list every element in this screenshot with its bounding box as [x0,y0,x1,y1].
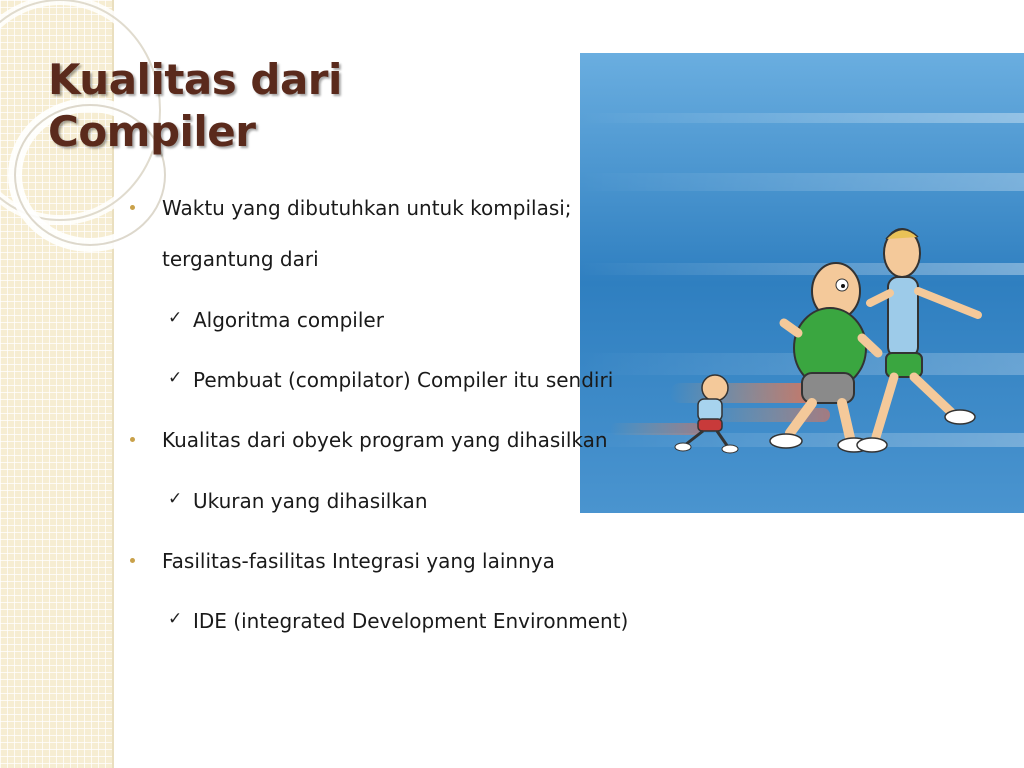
checkmark-icon: ✓ [168,368,183,388]
bullet-text: tergantung dari [162,247,319,271]
title-line-2: Compiler [48,107,256,156]
bullet-text: Fasilitas-fasilitas Integrasi yang lainnya [162,549,555,573]
checkmark-icon: ✓ [168,489,183,509]
bullet-dot-icon [130,558,135,563]
sub-bullet-text: Ukuran yang dihasilkan [193,489,428,513]
bullet-text: Waktu yang dibutuhkan untuk kompilasi; [162,196,572,220]
checkmark-icon: ✓ [168,609,183,629]
bullet-text: Kualitas dari obyek program yang dihasilkan [162,428,608,452]
bullet-dot-icon [130,437,135,442]
sub-bullet-text: IDE (integrated Development Environment) [193,609,629,633]
bullet-dot-icon [130,205,135,210]
runners-clipart [580,53,1024,513]
checkmark-icon: ✓ [168,308,183,328]
sub-bullet-text: Pembuat (compilator) Compiler itu sendiri [193,368,614,392]
sub-bullet-text: Algoritma compiler [193,308,384,332]
slide-title [48,54,342,158]
title-line-1: Kualitas dari [48,55,342,104]
